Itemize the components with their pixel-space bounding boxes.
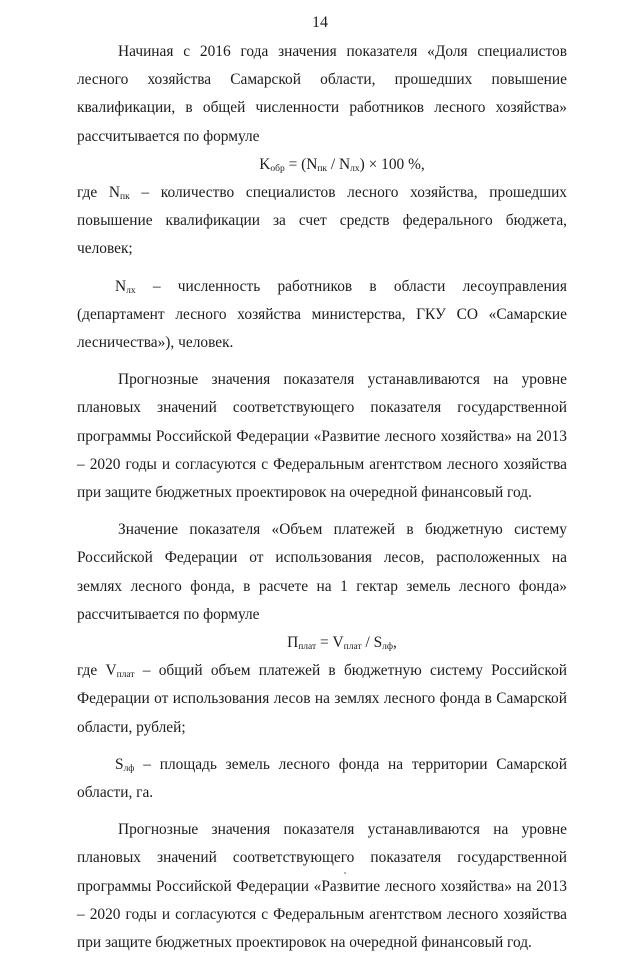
section1-forecast: Прогнозные значения показателя устанавливаются на уровне плановых значений соответствующего показателя государственной программы Российской Федерации «Развитие лесного хозяйства» на 2013 – 2020 годы и согласуются с Федеральным агентством лесного хозяйства при защите бюджетных проектировок на очередной финансовый год.	[77, 371, 567, 502]
scan-speck	[344, 872, 346, 874]
section2-definition-slf: $S_{лф}$ – площадь земель лесного фонда на территории Самарской области, га.	[77, 755, 567, 802]
section2-definition-vplat: где $V_{плат}$ – общий объем платежей в бюджетную систему Российской Федерации от использования лесов на землях лесного фонда в Самарской области, рублей;	[77, 662, 567, 736]
page-number: 14	[312, 14, 328, 31]
section2-forecast: Прогнозные значения показателя устанавливаются на уровне плановых значений соответствующего показателя государственной программы Российской Федерации «Развитие лесного хозяйства» на 2013 – 2020 годы и согласуются с Федеральным агентством лесного хозяйства при защите бюджетных проектировок на очередной финансовый год.	[77, 821, 567, 952]
section1-definition-npk: где $N_{пк}$ – количество специалистов лесного хозяйства, прошедших повышение квалификации за счет средств федерального бюджета, человек;	[77, 184, 567, 258]
section1-formula: $K_{обр} = (N_{пк} / N_{лх}) \times 100$ %,	[259, 155, 425, 174]
section2-intro: Значение показателя «Объем платежей в бюджетную систему Российской Федерации от использования лесов, расположенных на землях лесного фонда, в расчете на 1 гектар земель лесного фонда» рассчитывается по формуле	[77, 521, 567, 623]
section1-intro: Начиная с 2016 года значения показателя «Доля специалистов лесного хозяйства Самарской области, прошедших повышение квалификации, в общей численности работников лесного хозяйства» рассчитывается по формуле	[77, 43, 567, 145]
page-body	[77, 38, 567, 957]
section2-formula: $П_{плат} = V_{плат} / S_{лф}$,	[287, 634, 397, 653]
section1-definition-nlh: $N_{лх}$ – численность работников в области лесоуправления (департамент лесного хозяйства министерства, ГКУ СО «Самарские лесничества»), человек.	[77, 277, 567, 352]
